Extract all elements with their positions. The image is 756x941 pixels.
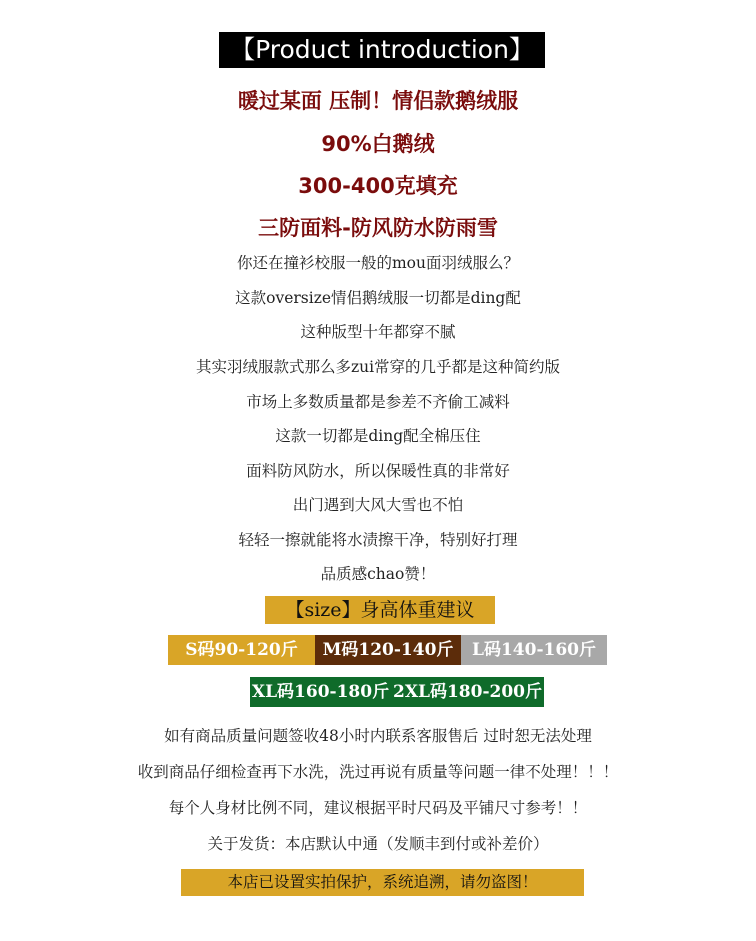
size-2xl-label: 2XL码180-200斤	[391, 677, 544, 707]
copyright-warning: 本店已设置实拍保护，系统追溯，请勿盗图！	[181, 869, 584, 896]
description-line: 轻轻一擦就能将水渍擦干净，特别好打理	[238, 531, 518, 549]
washing-note: 收到商品仔细检查再下水洗，洗过再说有质量等问题一律不处理！！！	[137, 763, 619, 781]
size-m-label: M码120-140斤	[315, 635, 461, 665]
description-line: 这种版型十年都穿不腻	[300, 323, 456, 341]
shipping-note: 关于发货：本店默认中通（发顺丰到付或补差价）	[207, 835, 549, 853]
description-line: 这款oversize情侣鹅绒服一切都是ding配	[235, 289, 521, 307]
headline-1: 暖过某面 压制！情侣款鹅绒服	[237, 89, 519, 113]
headline-4: 三防面料-防风防水防雨雪	[258, 216, 498, 240]
description-line: 品质感chao赞！	[320, 565, 436, 583]
size-reference-note: 每个人身材比例不同，建议根据平时尺码及平铺尺寸参考！！	[168, 799, 588, 817]
size-l-label: L码140-160斤	[461, 635, 607, 665]
description-line: 出门遇到大风大雪也不怕	[292, 496, 464, 514]
headline-2: 90%白鹅绒	[321, 132, 435, 156]
product-introduction-title: 【Product introduction】	[219, 32, 545, 68]
description-line: 你还在撞衫校服一般的mou面羽绒服么？	[236, 254, 519, 272]
description-line: 面料防风防水，所以保暖性真的非常好	[246, 462, 510, 480]
description-line: 市场上多数质量都是参差不齐偷工减料	[246, 393, 510, 411]
description-line: 其实羽绒服款式那么多zui常穿的几乎都是这种简约版	[195, 358, 561, 376]
description-line: 这款一切都是ding配全棉压住	[275, 427, 481, 445]
size-heading: 【size】身高体重建议	[265, 596, 495, 624]
size-xl-label: XL码160-180斤	[250, 677, 391, 707]
size-s-label: S码90-120斤	[168, 635, 315, 665]
after-sales-note: 如有商品质量问题签收48小时内联系客服售后 过时恕无法处理	[164, 727, 592, 745]
headline-3: 300-400克填充	[298, 174, 458, 198]
